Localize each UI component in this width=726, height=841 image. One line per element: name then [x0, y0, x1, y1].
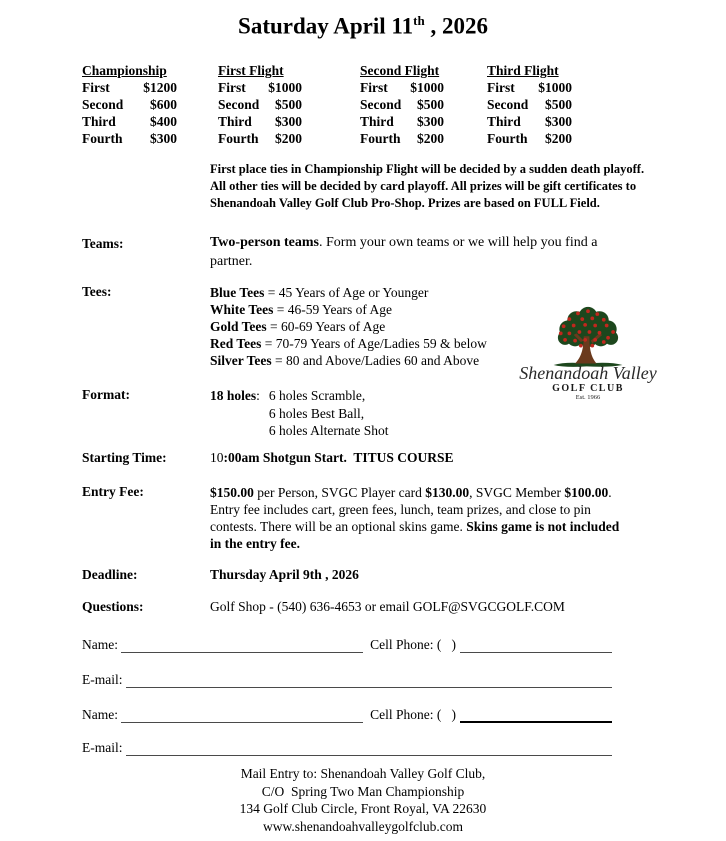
- prize-row: Second $500: [487, 97, 572, 112]
- format-text: [210, 387, 389, 440]
- prize-row: Fourth $200: [487, 131, 572, 146]
- format-item: 6 holes Alternate Shot: [268, 423, 389, 438]
- starting-time-text: 10:00am Shotgun Start. TITUS COURSE: [210, 450, 454, 465]
- prize-row: Second $500: [218, 97, 302, 112]
- name-field[interactable]: [121, 637, 363, 653]
- email-label: E-mail:: [82, 740, 123, 755]
- prize-row: Fourth $300: [82, 131, 177, 146]
- tee-item: Red Tees = 70-79 Years of Age/Ladies 59 & below: [210, 336, 487, 351]
- tees-list: [210, 284, 487, 369]
- flight-column-third-flight: [487, 62, 572, 147]
- footer-line: www.shenandoahvalleygolfclub.com: [262, 818, 464, 834]
- flight-column-second-flight: [360, 62, 444, 147]
- logo-established-text: Est. 1966: [575, 394, 601, 401]
- logo-club-name: Shenandoah Valley: [519, 363, 657, 383]
- flight-header: Second Flight: [360, 63, 440, 78]
- cell-phone-label: Cell Phone: ( ): [370, 637, 456, 652]
- flight-header: First Flight: [218, 63, 284, 78]
- deadline-text: Thursday April 9th , 2026: [210, 567, 359, 582]
- footer-line: C/O Spring Two Man Championship: [261, 783, 465, 799]
- prize-row: Fourth $200: [218, 131, 302, 146]
- questions-text: Golf Shop - (540) 636-4653 or email GOLF@SVGCGOLF.COM: [210, 599, 565, 614]
- prize-row: Second $500: [360, 97, 444, 112]
- cell-phone-field[interactable]: [460, 706, 612, 723]
- cell-phone-label: Cell Phone: ( ): [370, 707, 456, 722]
- prize-row: First $1000: [487, 80, 572, 95]
- format-item: 6 holes Scramble,: [268, 388, 366, 403]
- entry-fee-label: Entry Fee:: [82, 484, 144, 499]
- deadline-label: Deadline:: [82, 567, 138, 582]
- entrant1-email-row: [82, 668, 612, 688]
- teams-text: Two-person teams. Form your own teams or we will help you find a partner.: [210, 235, 598, 269]
- prize-row: Second $600: [82, 97, 177, 112]
- name-label: Name:: [82, 707, 118, 722]
- tee-item: Silver Tees = 80 and Above/Ladies 60 and Above: [210, 353, 480, 368]
- ties-note: First place ties in Championship Flight will be decided by a sudden death playoff. All other ties will be decided by card playoff. All prizes will be gift certificates to Shenandoah Valley Golf Club Pro-Shop. Prizes are based on FULL Field.: [210, 162, 645, 210]
- entrant2-email-row: [82, 736, 612, 756]
- prize-row: Third $300: [360, 114, 444, 129]
- starting-time-label: Starting Time:: [82, 450, 167, 465]
- footer-line: Mail Entry to: Shenandoah Valley Golf Club,: [240, 766, 486, 781]
- format-item: 6 holes Best Ball,: [268, 405, 365, 421]
- logo-golf-club-text: GOLF CLUB: [552, 383, 624, 394]
- format-holes: 18 holes:: [210, 388, 260, 403]
- email-label: E-mail:: [82, 672, 123, 687]
- prize-row: First $1200: [82, 80, 177, 95]
- email-field[interactable]: [126, 740, 613, 756]
- prize-row: Third $300: [218, 114, 302, 129]
- flight-column-championship: [82, 62, 177, 147]
- prize-row: Fourth $200: [360, 131, 444, 146]
- cell-phone-field[interactable]: [460, 637, 612, 653]
- tee-item: White Tees = 46-59 Years of Age: [210, 302, 392, 317]
- flight-column-first-flight: [218, 62, 302, 147]
- prize-row: First $1000: [218, 80, 302, 95]
- tees-label: Tees:: [82, 284, 112, 299]
- club-logo: [506, 306, 670, 402]
- footer-line: 134 Golf Club Circle, Front Royal, VA 22630: [239, 801, 487, 816]
- prize-row: Third $300: [487, 114, 572, 129]
- prize-row: First $1000: [360, 80, 444, 95]
- apple-tree-icon: [545, 306, 631, 368]
- flight-header: Third Flight: [487, 63, 559, 78]
- name-label: Name:: [82, 637, 118, 652]
- tee-item: Blue Tees = 45 Years of Age or Younger: [210, 285, 429, 300]
- format-items: [269, 387, 389, 440]
- email-field[interactable]: [126, 672, 613, 688]
- flight-header: Championship: [82, 63, 167, 78]
- page-title: Saturday April 11th , 2026: [238, 13, 488, 39]
- teams-label: Teams:: [82, 236, 124, 251]
- format-label: Format:: [82, 387, 130, 402]
- title-superscript: th: [413, 13, 425, 28]
- tee-item: Gold Tees = 60-69 Years of Age: [210, 319, 386, 334]
- entry-fee-text: $150.00 per Person, SVGC Player card $130.00, SVGC Member $100.00. Entry fee includes cart, green fees, lunch, team prizes, and close to pin contests. There will be an optional skins game. Skins game is not included in the entry fee.: [210, 485, 620, 551]
- mail-entry-footer: [0, 765, 726, 835]
- questions-label: Questions:: [82, 599, 144, 614]
- name-field[interactable]: [121, 707, 363, 723]
- entrant1-row: [82, 633, 612, 653]
- prize-row: Third $400: [82, 114, 177, 129]
- entrant2-row: [82, 703, 612, 723]
